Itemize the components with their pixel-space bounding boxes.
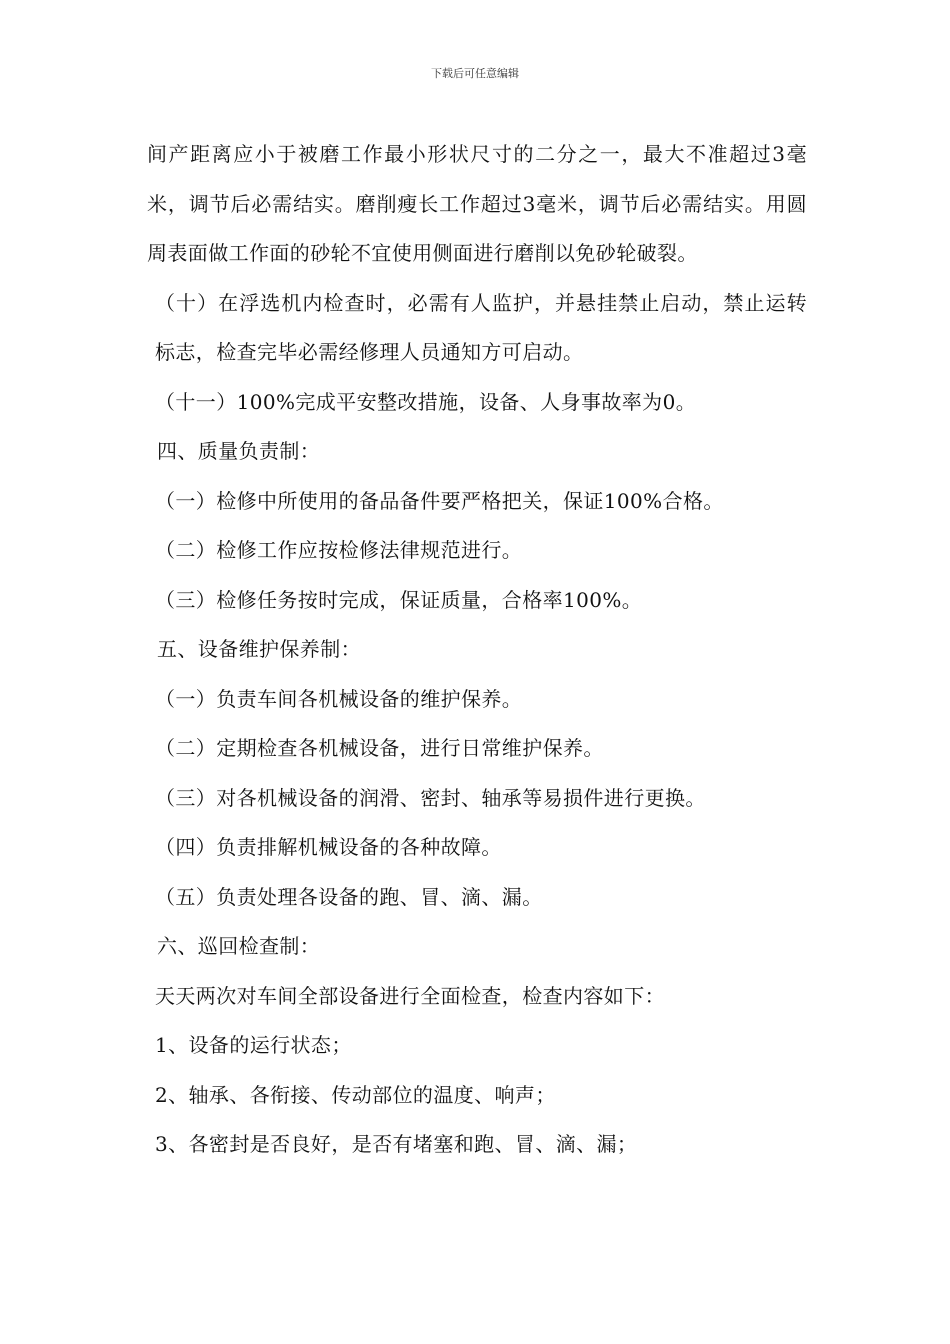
paragraph-item-11: （十一）100%完成平安整改措施，设备、人身事故率为0。 bbox=[155, 389, 697, 414]
paragraph-quality-3: （三）检修任务按时完成，保证质量，合格率100%。 bbox=[155, 587, 643, 612]
paragraph-inspection-2: 2、轴承、各衔接、传动部位的温度、响声； bbox=[155, 1082, 556, 1107]
section-heading-maintenance: 五、设备维护保养制： bbox=[157, 637, 361, 661]
page-header: 下载后可任意编辑 bbox=[431, 67, 519, 80]
paragraph-maintenance-1: （一）负责车间各机械设备的维护保养。 bbox=[155, 686, 523, 711]
paragraph-inspection-1: 1、设备的运行状态； bbox=[155, 1033, 352, 1057]
paragraph-quality-1: （一）检修中所使用的备品备件要严格把关，保证100%合格。 bbox=[155, 488, 724, 513]
paragraph-maintenance-2: （二）定期检查各机械设备，进行日常维护保养。 bbox=[155, 736, 604, 760]
section-heading-quality: 四、质量负责制： bbox=[157, 439, 321, 463]
paragraph-maintenance-4: （四）负责排解机械设备的各种故障。 bbox=[155, 835, 502, 859]
document-body bbox=[147, 130, 807, 1170]
paragraph-quality-2: （二）检修工作应按检修法律规范进行。 bbox=[155, 538, 523, 562]
paragraph-grinding-wheel: 间产距离应小于被磨工作最小形状尺寸的二分之一，最大不准超过3毫米，调节后必需结实。磨削瘦长工作超过3毫米，调节后必需结实。用圆周表面做工作面的砂轮不宜使用侧面进行磨削以免砂轮破裂。 bbox=[147, 142, 807, 265]
section-heading-inspection: 六、巡回检查制： bbox=[157, 934, 321, 958]
paragraph-item-10: （十）在浮选机内检查时，必需有人监护，并悬挂禁止启动，禁止运转标志，检查完毕必需经修理人员通知方可启动。 bbox=[155, 290, 807, 364]
paragraph-maintenance-5: （五）负责处理各设备的跑、冒、滴、漏。 bbox=[155, 884, 543, 909]
paragraph-inspection-3: 3、各密封是否良好，是否有堵塞和跑、冒、滴、漏； bbox=[155, 1132, 638, 1156]
paragraph-maintenance-3: （三）对各机械设备的润滑、密封、轴承等易损件进行更换。 bbox=[155, 785, 706, 810]
paragraph-inspection-intro: 天天两次对车间全部设备进行全面检查，检查内容如下： bbox=[155, 983, 665, 1008]
